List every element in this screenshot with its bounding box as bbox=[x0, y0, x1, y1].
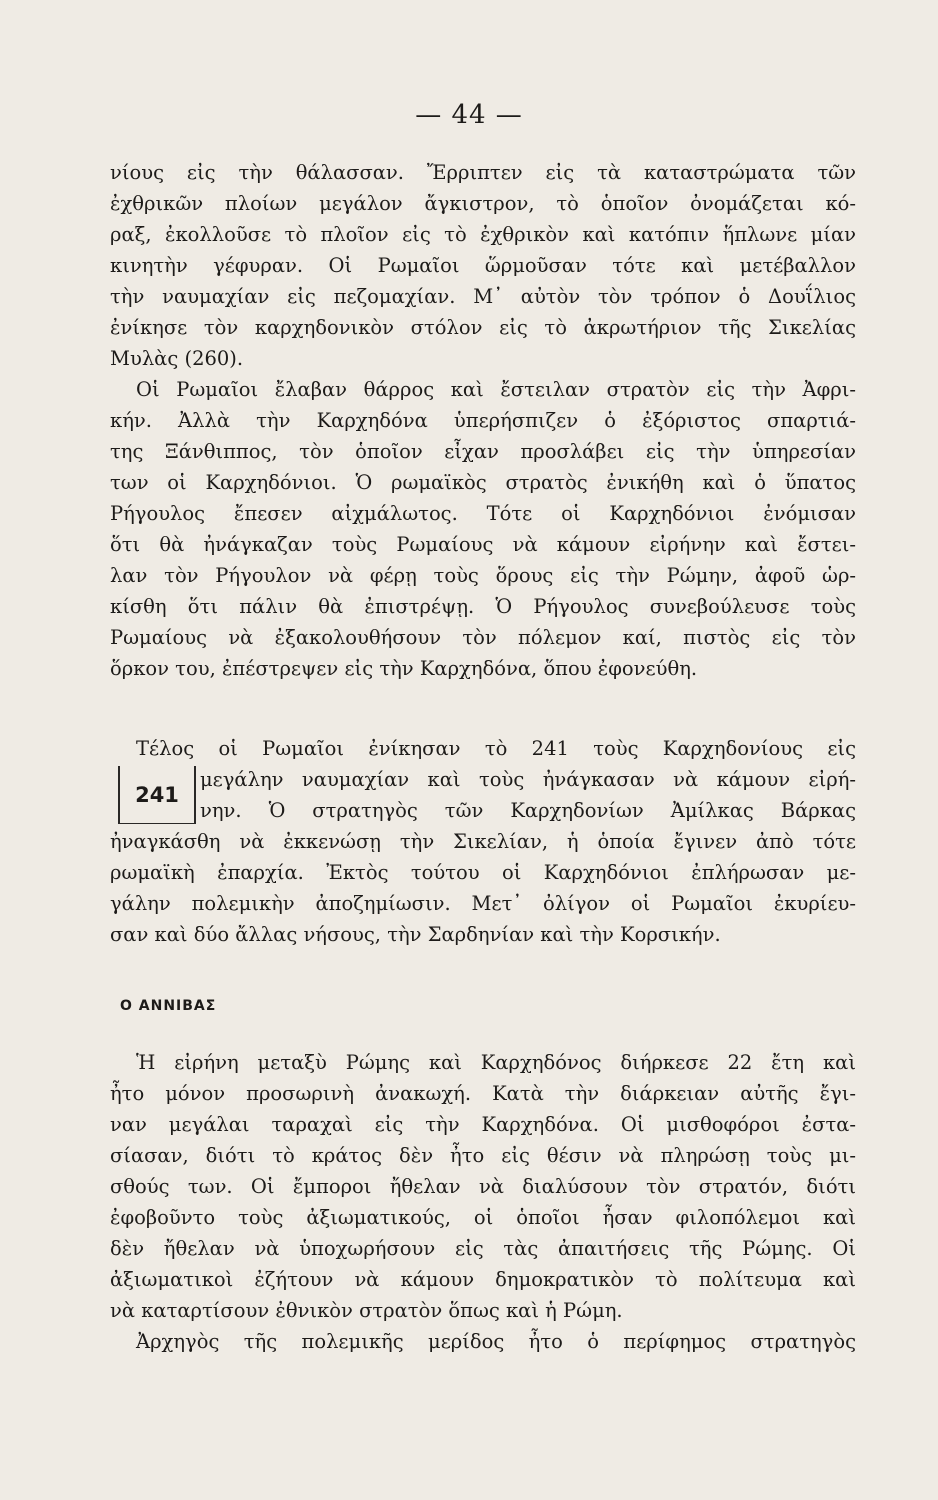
text-line: Ἀρχηγὸς τῆς πολεμικῆς μερίδος ἦτο ὁ περίφημος στρατηγὸς bbox=[136, 1330, 856, 1353]
text-line: ρωμαϊκὴ ἐπαρχία. Ἐκτὸς τούτου οἱ Καρχηδόνιοι ἐπλήρωσαν με- bbox=[110, 861, 856, 884]
text-line: δὲν ἤθελαν νὰ ὑποχωρήσουν εἰς τὰς ἀπαιτήσεις τῆς Ρώμης. Οἱ bbox=[110, 1237, 856, 1260]
text-line: κίσθη ὅτι πάλιν θὰ ἐπιστρέψῃ. Ὁ Ρήγουλος συνεβούλευσε τοὺς bbox=[110, 595, 856, 618]
text-line: κινητὴν γέφυραν. Οἱ Ρωμαῖοι ὥρμοῦσαν τότε καὶ μετέβαλλον bbox=[110, 254, 856, 277]
text-line: Ἡ εἰρήνη μεταξὺ Ρώμης καὶ Καρχηδόνος διήρκεσε 22 ἔτη καὶ bbox=[136, 1051, 856, 1074]
text-line: ὅρκον του, ἐπέστρεψεν εἰς τὴν Καρχηδόνα, ὅπου ἐφονεύθη. bbox=[110, 657, 698, 680]
text-line: νὰ καταρτίσουν ἐθνικὸν στρατὸν ὅπως καὶ ἡ Ρώμη. bbox=[110, 1299, 623, 1322]
section-heading: Ο ΑΝΝΙΒΑΣ bbox=[120, 998, 217, 1014]
text-line: νην. Ὁ στρατηγὸς τῶν Καρχηδονίων Ἀμίλκας Βάρκας bbox=[200, 799, 856, 822]
text-line: γάλην πολεμικὴν ἀποζημίωσιν. Μετ᾽ ὀλίγον οἱ Ρωμαῖοι ἐκυρίευ- bbox=[110, 892, 856, 915]
text-line: Τέλος οἱ Ρωμαῖοι ἐνίκησαν τὸ 241 τοὺς Καρχηδονίους εἰς bbox=[136, 737, 856, 760]
text-line: ναν μεγάλαι ταραχαὶ εἰς τὴν Καρχηδόνα. Οἱ μισθοφόροι ἐστα- bbox=[110, 1113, 856, 1136]
text-line: Ρωμαίους νὰ ἐξακολουθήσουν τὸν πόλεμον καί, πιστὸς εἰς τὸν bbox=[110, 626, 856, 649]
text-line: ὅτι θὰ ἠνάγκαζαν τοὺς Ρωμαίους νὰ κάμουν εἰρήνην καὶ ἔστει- bbox=[110, 533, 856, 556]
text-line: ἀξιωματικοὶ ἐζήτουν νὰ κάμουν δημοκρατικὸν τὸ πολίτευμα καὶ bbox=[110, 1268, 856, 1291]
text-line: κήν. Ἀλλὰ τὴν Καρχηδόνα ὑπερήσπιζεν ὁ ἐξόριστος σπαρτιά- bbox=[110, 409, 856, 432]
text-line: Ρήγουλος ἔπεσεν αἰχμάλωτος. Τότε οἱ Καρχηδόνιοι ἐνόμισαν bbox=[110, 502, 856, 525]
text-line: ἐφοβοῦντο τοὺς ἀξιωματικούς, οἱ ὁποῖοι ἦσαν φιλοπόλεμοι καὶ bbox=[110, 1206, 856, 1229]
text-line: λαν τὸν Ρήγουλον νὰ φέρῃ τοὺς ὅρους εἰς τὴν Ρώμην, ἀφοῦ ὡρ- bbox=[110, 564, 856, 587]
text-line: σθούς των. Οἱ ἔμποροι ἤθελαν νὰ διαλύσουν τὸν στρατόν, διότι bbox=[110, 1175, 856, 1198]
text-line: τὴν ναυμαχίαν εἰς πεζομαχίαν. Μ᾽ αὐτὸν τὸν τρόπον ὁ Δουΐλιος bbox=[110, 285, 856, 308]
text-line: των οἱ Καρχηδόνιοι. Ὁ ρωμαϊκὸς στρατὸς ἐνικήθη καὶ ὁ ὕπατος bbox=[110, 471, 856, 494]
margin-date: 241 bbox=[135, 783, 179, 807]
text-line: ἐχθρικῶν πλοίων μεγάλον ἄγκιστρον, τὸ ὁποῖον ὀνομάζεται κό- bbox=[110, 192, 856, 215]
text-line: ραξ, ἐκολλοῦσε τὸ πλοῖον εἰς τὸ ἐχθρικὸν καὶ κατόπιν ἥπλωνε μίαν bbox=[110, 223, 856, 246]
margin-date-box bbox=[118, 766, 196, 824]
text-line: σίασαν, διότι τὸ κράτος δὲν ἦτο εἰς θέσιν νὰ πληρώσῃ τοὺς μι- bbox=[110, 1144, 856, 1167]
text-line: Μυλὰς (260). bbox=[110, 347, 244, 370]
text-line: της Ξάνθιππος, τὸν ὁποῖον εἶχαν προσλάβει εἰς τὴν ὑπηρεσίαν bbox=[110, 440, 856, 463]
text-line: μεγάλην ναυμαχίαν καὶ τοὺς ἠνάγκασαν νὰ κάμουν εἰρή- bbox=[200, 768, 856, 791]
text-line: ἠναγκάσθη νὰ ἐκκενώσῃ τὴν Σικελίαν, ἡ ὁποία ἔγινεν ἀπὸ τότε bbox=[110, 830, 856, 853]
text-line: Οἱ Ρωμαῖοι ἔλαβαν θάρρος καὶ ἔστειλαν στρατὸν εἰς τὴν Ἀφρι- bbox=[136, 378, 856, 401]
text-line: σαν καὶ δύο ἄλλας νήσους, τὴν Σαρδηνίαν καὶ τὴν Κορσικήν. bbox=[110, 923, 721, 946]
page-number: — 44 — bbox=[415, 100, 523, 130]
text-line: ἐνίκησε τὸν καρχηδονικὸν στόλον εἰς τὸ ἀκρωτήριον τῆς Σικελίας bbox=[110, 316, 856, 339]
text-line: νίους εἰς τὴν θάλασσαν. Ἔρριπτεν εἰς τὰ καταστρώματα τῶν bbox=[110, 161, 856, 184]
text-line: ἦτο μόνον προσωρινὴ ἀνακωχή. Κατὰ τὴν διάρκειαν αὐτῆς ἔγι- bbox=[110, 1082, 856, 1105]
